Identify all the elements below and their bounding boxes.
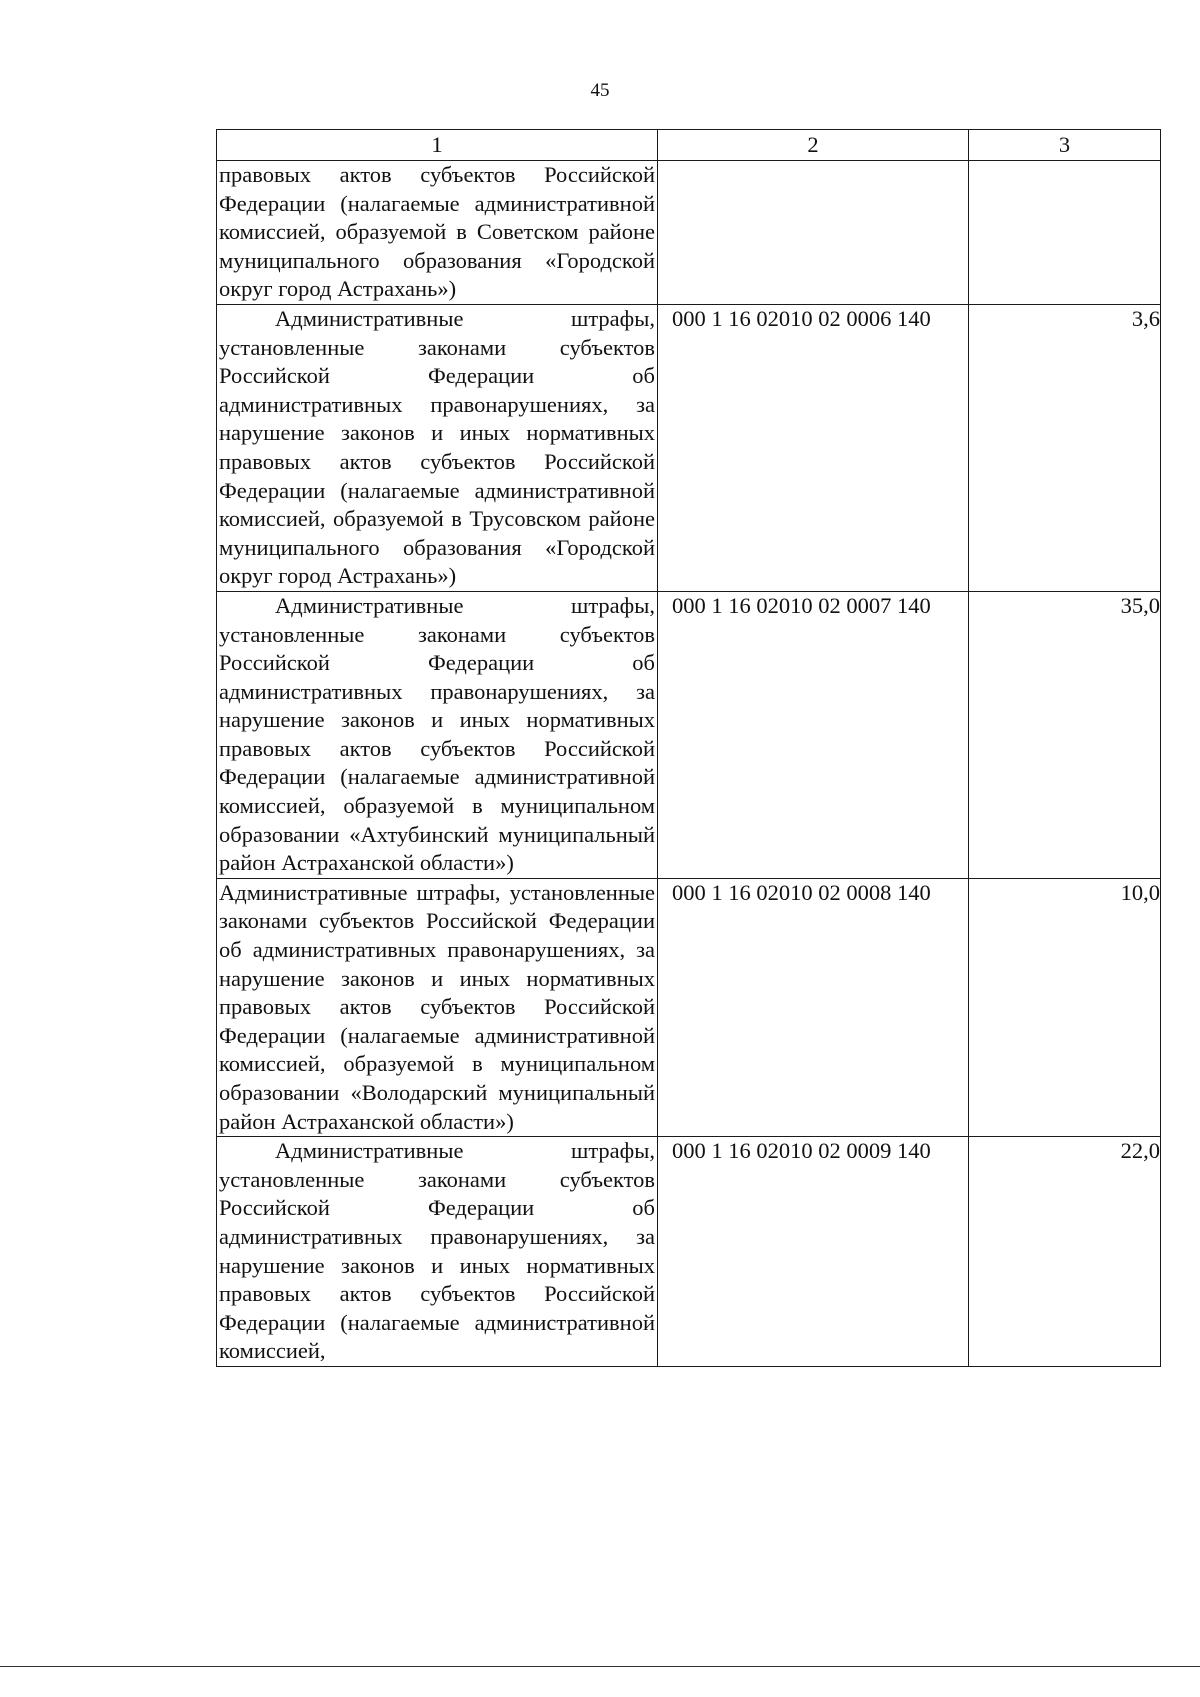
row-description: правовых актов субъектов Российской Федерации (налагаемые административной комиссией, образуемой в Советском районе муниципального образования «Городской округ город Астрахань») bbox=[217, 161, 658, 305]
row-amount: 22,0 bbox=[969, 1137, 1161, 1367]
row-code bbox=[658, 161, 969, 305]
row-amount: 3,6 bbox=[969, 304, 1161, 591]
revenue-table bbox=[216, 129, 1161, 1367]
row-description: Административные штрафы, установленные законами субъектов Российской Федерации об административных правонарушениях, за нарушение законов и иных нормативных правовых актов субъектов Российской Федерации (налагаемые административной комиссией, образуемой в муниципальном образовании «Ахтубинский муниципальный район Астраханской области») bbox=[217, 591, 658, 878]
row-code: 000 1 16 02010 02 0008 140 bbox=[658, 878, 969, 1136]
table-row bbox=[217, 161, 1161, 305]
row-amount bbox=[969, 161, 1161, 305]
table-row bbox=[217, 878, 1161, 1136]
table-row bbox=[217, 591, 1161, 878]
table-header-row bbox=[217, 130, 1161, 161]
table-row bbox=[217, 304, 1161, 591]
row-description: Административные штрафы, установленные законами субъектов Российской Федерации об административных правонарушениях, за нарушение законов и иных нормативных правовых актов субъектов Российской Федерации (налагаемые административной комиссией, образуемой в муниципальном образовании «Володарский муниципальный район Астраханской области») bbox=[217, 878, 658, 1136]
column-header-3: 3 bbox=[969, 130, 1161, 161]
row-code: 000 1 16 02010 02 0006 140 bbox=[658, 304, 969, 591]
row-amount: 35,0 bbox=[969, 591, 1161, 878]
column-header-2: 2 bbox=[658, 130, 969, 161]
row-amount: 10,0 bbox=[969, 878, 1161, 1136]
column-header-1: 1 bbox=[217, 130, 658, 161]
row-description: Административные штрафы, установленные законами субъектов Российской Федерации об административных правонарушениях, за нарушение законов и иных нормативных правовых актов субъектов Российской Федерации (налагаемые административной комиссией, bbox=[217, 1137, 658, 1367]
page-number: 45 bbox=[590, 80, 610, 101]
row-code: 000 1 16 02010 02 0007 140 bbox=[658, 591, 969, 878]
table-row bbox=[217, 1137, 1161, 1367]
row-description: Административные штрафы, установленные законами субъектов Российской Федерации об административных правонарушениях, за нарушение законов и иных нормативных правовых актов субъектов Российской Федерации (налагаемые административной комиссией, образуемой в Трусовском районе муниципального образования «Городской округ город Астрахань») bbox=[217, 304, 658, 591]
page-bottom-divider bbox=[0, 1666, 1200, 1667]
row-code: 000 1 16 02010 02 0009 140 bbox=[658, 1137, 969, 1367]
